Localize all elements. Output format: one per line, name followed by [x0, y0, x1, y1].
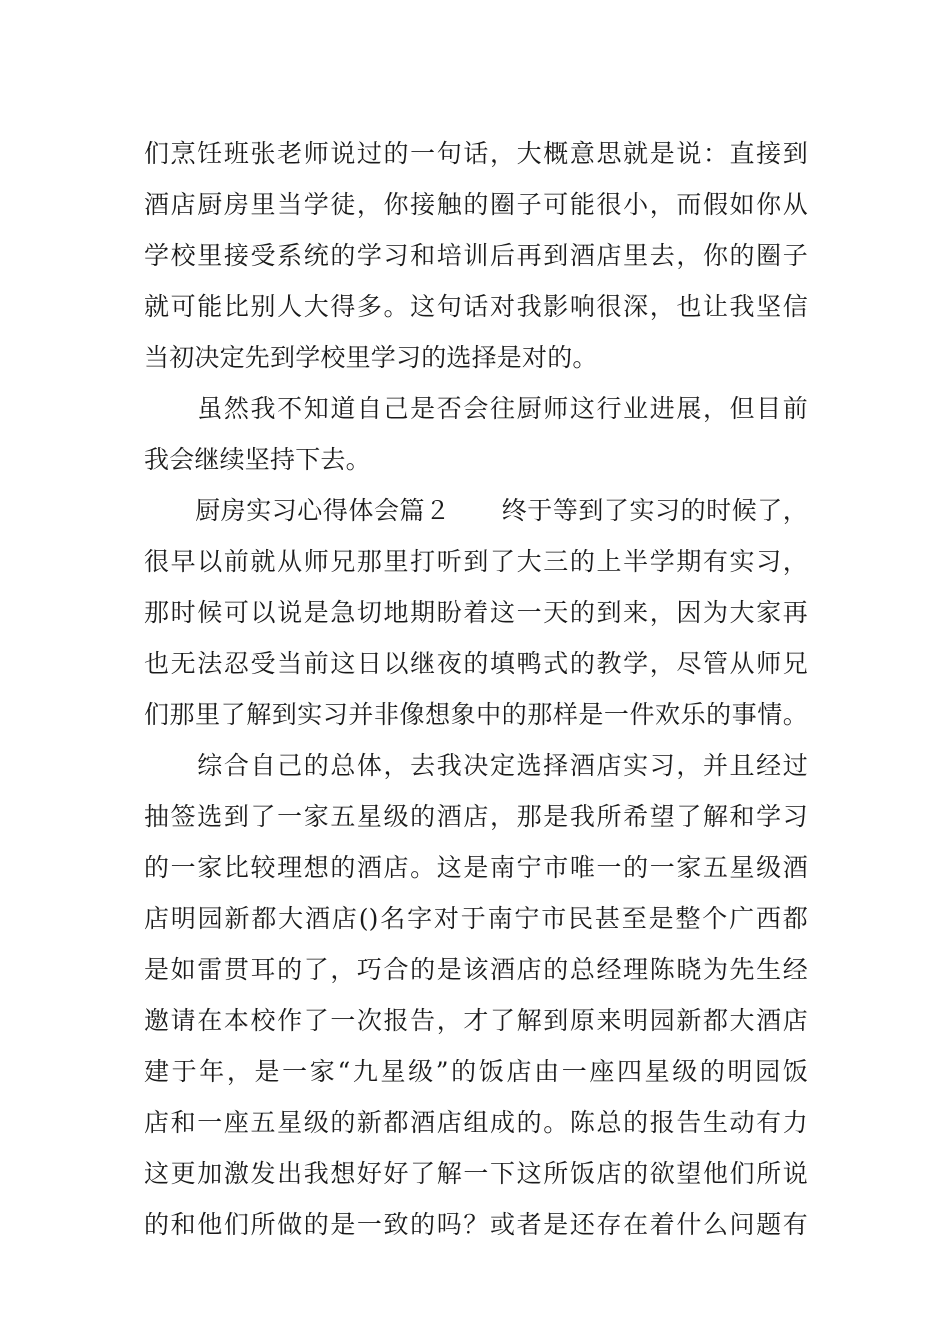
text-line: 综合自己的总体，去我决定选择酒店实习，并且经过 — [144, 751, 808, 780]
text-line: 厨房实习心得体会篇２ 终于等到了实习的时候了， — [144, 496, 808, 525]
text-line: 的和他们所做的是一致的吗？或者是还存在着什么问题有 — [144, 1210, 808, 1239]
text-line: 那时候可以说是急切地期盼着这一天的到来，因为大家再 — [144, 598, 808, 627]
text-line: 这更加激发出我想好好了解一下这所饭店的欲望他们所说 — [144, 1159, 808, 1188]
text-line: 们烹饪班张老师说过的一句话，大概意思就是说：直接到 — [144, 139, 808, 168]
text-line: 店和一座五星级的新都酒店组成的。陈总的报告生动有力 — [144, 1108, 808, 1137]
text-line: 学校里接受系统的学习和培训后再到酒店里去，你的圈子 — [144, 241, 808, 270]
paragraph — [144, 485, 808, 740]
text-line: 们那里了解到实习并非像想象中的那样是一件欢乐的事情。 — [144, 700, 808, 729]
document-body — [144, 128, 808, 1250]
text-line: 是如雷贯耳的了，巧合的是该酒店的总经理陈晓为先生经 — [144, 955, 808, 984]
text-line: 当初决定先到学校里学习的选择是对的。 — [144, 343, 598, 372]
text-line: 邀请在本校作了一次报告，才了解到原来明园新都大酒店 — [144, 1006, 808, 1035]
text-line: 我会继续坚持下去。 — [144, 445, 371, 474]
text-line: 抽签选到了一家五星级的酒店，那是我所希望了解和学习 — [144, 802, 808, 831]
paragraph — [144, 383, 808, 485]
text-line: 就可能比别人大得多。这句话对我影响很深，也让我坚信 — [144, 292, 808, 321]
paragraph — [144, 128, 808, 383]
text-line: 的一家比较理想的酒店。这是南宁市唯一的一家五星级酒 — [144, 853, 808, 882]
text-line: 很早以前就从师兄那里打听到了大三的上半学期有实习， — [144, 547, 808, 576]
text-line: 店明园新都大酒店()名字对于南宁市民甚至是整个广西都 — [144, 904, 808, 933]
paragraph — [144, 740, 808, 1250]
text-line: 也无法忍受当前这日以继夜的填鸭式的教学，尽管从师兄 — [144, 649, 808, 678]
text-line: 虽然我不知道自己是否会往厨师这行业进展，但目前 — [144, 394, 808, 423]
text-line: 建于年，是一家“九星级”的饭店由一座四星级的明园饭 — [144, 1057, 808, 1086]
text-line: 酒店厨房里当学徒，你接触的圈子可能很小，而假如你从 — [144, 190, 808, 219]
